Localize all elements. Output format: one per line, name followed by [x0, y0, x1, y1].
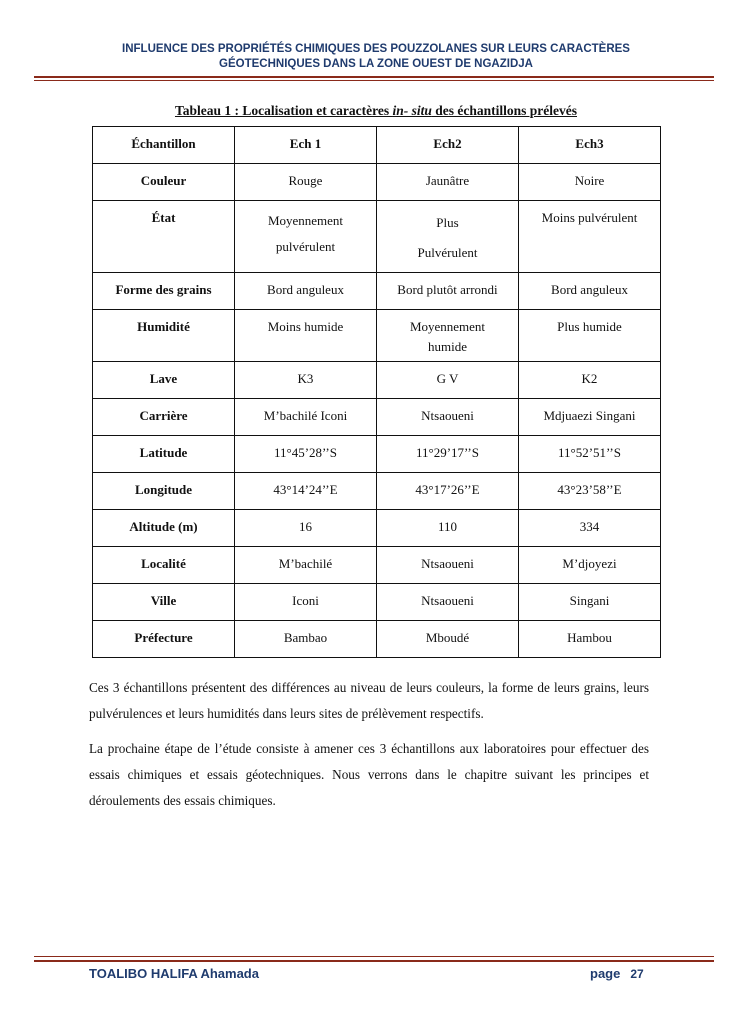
- header-line-2: GÉOTECHNIQUES DANS LA ZONE OUEST DE NGAZIDJA: [219, 58, 533, 70]
- table-cell: Moins pulvérulent: [519, 201, 661, 273]
- header-cell: Ech 1: [235, 127, 377, 164]
- row-label: Couleur: [93, 164, 235, 201]
- header-cell: Échantillon: [93, 127, 235, 164]
- table-cell: Mboudé: [377, 621, 519, 658]
- page-number: 27: [630, 967, 644, 981]
- table-cell: M’djoyezi: [519, 547, 661, 584]
- table-cell: Noire: [519, 164, 661, 201]
- samples-table: [92, 126, 661, 658]
- row-label: État: [93, 201, 235, 273]
- header-divider-thin: [34, 80, 714, 81]
- table-row: [93, 473, 661, 510]
- footer-divider: [34, 960, 714, 962]
- table-cell: Iconi: [235, 584, 377, 621]
- running-header: [60, 42, 692, 72]
- caption-suffix: des échantillons prélevés: [431, 103, 577, 118]
- table-header-row: [93, 127, 661, 164]
- header-cell: Ech3: [519, 127, 661, 164]
- table-cell: M’bachilé: [235, 547, 377, 584]
- table-cell: Singani: [519, 584, 661, 621]
- row-label: Altitude (m): [93, 510, 235, 547]
- row-label: Latitude: [93, 436, 235, 473]
- table-cell: 43°14’24’’E: [235, 473, 377, 510]
- row-label: Carrière: [93, 399, 235, 436]
- table-cell: 11°29’17’’S: [377, 436, 519, 473]
- table-cell: 43°17’26’’E: [377, 473, 519, 510]
- table-cell: Mdjuaezi Singani: [519, 399, 661, 436]
- table-cell: K3: [235, 362, 377, 399]
- table-cell: Ntsaoueni: [377, 547, 519, 584]
- table-cell: 11°45’28’’S: [235, 436, 377, 473]
- table-cell: K2: [519, 362, 661, 399]
- caption-prefix: Tableau 1 : Localisation et caractères: [174, 103, 393, 118]
- table-cell: Ntsaoueni: [377, 399, 519, 436]
- table-row: [93, 362, 661, 399]
- table-row: [93, 547, 661, 584]
- table-cell: 110: [377, 510, 519, 547]
- row-label: Lave: [93, 362, 235, 399]
- table-row: [93, 310, 661, 362]
- row-label: Longitude: [93, 473, 235, 510]
- row-label: Ville: [93, 584, 235, 621]
- table-cell: Bord anguleux: [235, 273, 377, 310]
- body-paragraph-2: La prochaine étape de l’étude consiste à amener ces 3 échantillons aux laboratoires pour effectuer des essais chimiques et essais géotechniques. Nous verrons dans le chapitre suivant les principes et déroulements des essais chimiques.: [89, 741, 649, 808]
- table-cell: Moins humide: [235, 310, 377, 362]
- row-label: Préfecture: [93, 621, 235, 658]
- page-label: page: [590, 966, 621, 981]
- header-cell: Ech2: [377, 127, 519, 164]
- table-cell: Rouge: [235, 164, 377, 201]
- table-cell: Plus humide: [519, 310, 661, 362]
- table-row: [93, 201, 661, 273]
- table-cell: Jaunâtre: [377, 164, 519, 201]
- table-row: [93, 510, 661, 547]
- table-cell: G V: [377, 362, 519, 399]
- header-line-1: INFLUENCE DES PROPRIÉTÉS CHIMIQUES DES POUZZOLANES SUR LEURS CARACTÈRES: [122, 43, 630, 55]
- body-paragraph-1: Ces 3 échantillons présentent des différences au niveau de leurs couleurs, la forme de leurs grains, leurs pulvérulences et leurs humidités dans leurs sites de prélèvement respectifs.: [89, 680, 649, 721]
- table-row: [93, 584, 661, 621]
- row-label: Humidité: [93, 310, 235, 362]
- caption-italic: in- situ: [392, 103, 432, 118]
- table-cell: Moyennement humide: [377, 310, 519, 362]
- table-cell: 334: [519, 510, 661, 547]
- table-cell: Bambao: [235, 621, 377, 658]
- table-cell: 16: [235, 510, 377, 547]
- table-cell: Bord anguleux: [519, 273, 661, 310]
- table-row: [93, 399, 661, 436]
- table-caption: [60, 103, 692, 119]
- table-cell: 43°23’58’’E: [519, 473, 661, 510]
- footer-author: TOALIBO HALIFA Ahamada: [89, 966, 259, 981]
- table-row: [93, 164, 661, 201]
- page-number-block: [590, 966, 644, 981]
- row-label: Localité: [93, 547, 235, 584]
- table-cell: M’bachilé Iconi: [235, 399, 377, 436]
- table-row: [93, 621, 661, 658]
- table-cell: Ntsaoueni: [377, 584, 519, 621]
- row-label: Forme des grains: [93, 273, 235, 310]
- table-row: [93, 273, 661, 310]
- table-cell: Moyennement pulvérulent: [235, 201, 377, 273]
- header-divider: [34, 76, 714, 78]
- table-cell: Plus Pulvérulent: [377, 201, 519, 273]
- footer-divider-thin: [34, 956, 714, 957]
- table-row: [93, 436, 661, 473]
- table-cell: 11°52’51’’S: [519, 436, 661, 473]
- table-cell: Hambou: [519, 621, 661, 658]
- table-cell: Bord plutôt arrondi: [377, 273, 519, 310]
